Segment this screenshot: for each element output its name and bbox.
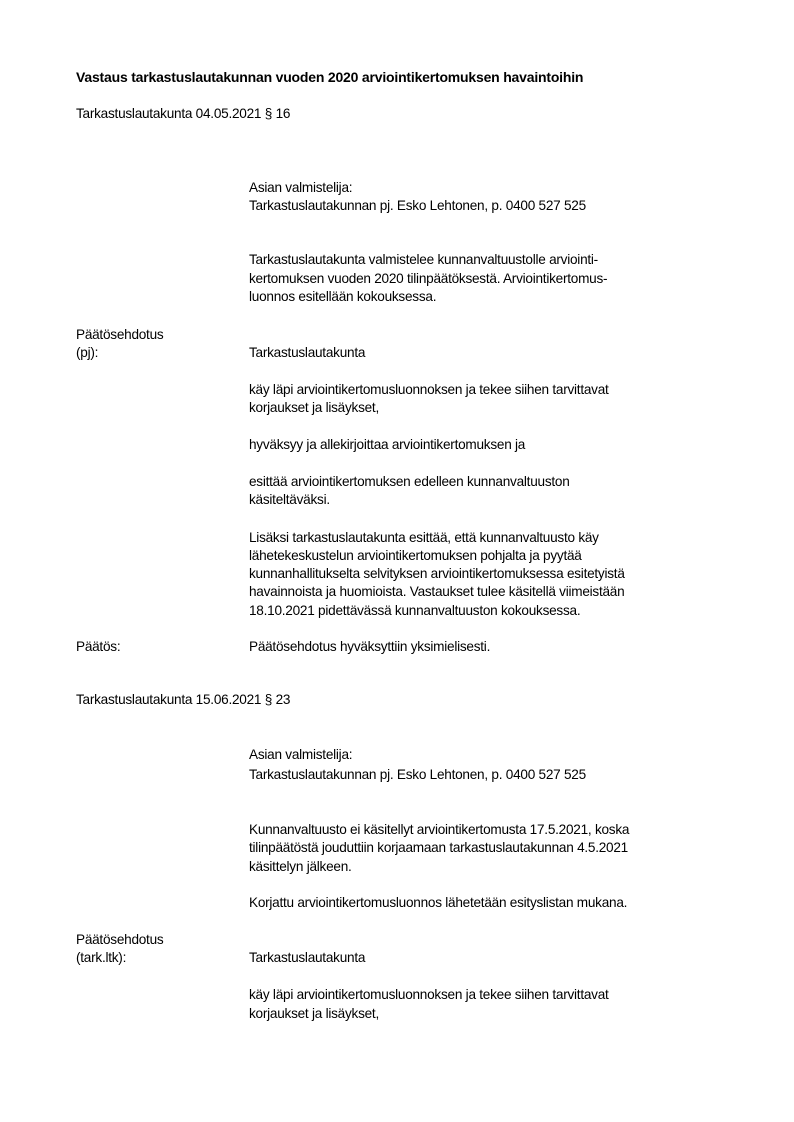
section-heading: Tarkastuslautakunta 15.06.2021 § 23	[76, 692, 291, 707]
intro-extra: Korjattu arviointikertomusluonnos lähetetään esityslistan mukana.	[249, 895, 628, 910]
intro-line: kertomuksen vuoden 2020 tilinpäätöksestä. Arviointikertomus-	[249, 271, 608, 286]
preparer-text: Tarkastuslautakunnan pj. Esko Lehtonen, p. 0400 527 525	[249, 767, 586, 782]
proposal-subject: Tarkastuslautakunta	[249, 345, 366, 360]
decision-label: Päätös:	[76, 639, 121, 654]
proposal-item-line: Lisäksi tarkastuslautakunta esittää, että kunnanvaltuusto käy	[249, 530, 599, 545]
decision-text: Päätösehdotus hyväksyttiin yksimielisesti.	[249, 639, 491, 654]
proposal-label-sub: (tark.ltk):	[76, 950, 127, 965]
proposal-item-line: käy läpi arviointikertomusluonnoksen ja tekee siihen tarvittavat	[249, 987, 609, 1002]
intro-line: Tarkastuslautakunta valmistelee kunnanvaltuustolle arviointi-	[249, 252, 598, 267]
proposal-label: Päätösehdotus	[76, 327, 164, 342]
proposal-item-line: käy läpi arviointikertomusluonnoksen ja tekee siihen tarvittavat	[249, 382, 609, 397]
proposal-item-line: hyväksyy ja allekirjoittaa arviointikertomuksen ja	[249, 437, 526, 452]
proposal-item-line: korjaukset ja lisäykset,	[249, 400, 379, 415]
proposal-label: Päätösehdotus	[76, 932, 164, 947]
proposal-item-line: käsiteltäväksi.	[249, 492, 330, 507]
proposal-item-line: lähetekeskustelun arviointikertomuksen pohjalta ja pyytää	[249, 548, 582, 563]
preparer-label: Asian valmistelija:	[249, 747, 353, 762]
proposal-item-line: havainnoista ja huomioista. Vastaukset tulee käsitellä viimeistään	[249, 584, 625, 599]
proposal-item-line: korjaukset ja lisäykset,	[249, 1006, 379, 1021]
proposal-subject: Tarkastuslautakunta	[249, 950, 366, 965]
section-heading: Tarkastuslautakunta 04.05.2021 § 16	[76, 106, 291, 121]
intro-line: käsittelyn jälkeen.	[249, 859, 352, 874]
proposal-label-sub: (pj):	[76, 345, 99, 360]
proposal-item-line: 18.10.2021 pidettävässä kunnanvaltuuston kokouksessa.	[249, 603, 581, 618]
document-title: Vastaus tarkastuslautakunnan vuoden 2020 arviointikertomuksen havaintoihin	[76, 69, 584, 85]
proposal-item-line: kunnanhallitukselta selvityksen arviointikertomuksessa esitetyistä	[249, 566, 625, 581]
proposal-item-line: esittää arviointikertomuksen edelleen kunnanvaltuuston	[249, 474, 570, 489]
intro-line: Kunnanvaltuusto ei käsitellyt arviointikertomusta 17.5.2021, koska	[249, 822, 630, 837]
intro-line: luonnos esitellään kokouksessa.	[249, 289, 437, 304]
intro-line: tilinpäätöstä jouduttiin korjaamaan tarkastuslautakunnan 4.5.2021	[249, 840, 628, 855]
preparer-label: Asian valmistelija:	[249, 180, 353, 195]
preparer-text: Tarkastuslautakunnan pj. Esko Lehtonen, p. 0400 527 525	[249, 198, 586, 213]
